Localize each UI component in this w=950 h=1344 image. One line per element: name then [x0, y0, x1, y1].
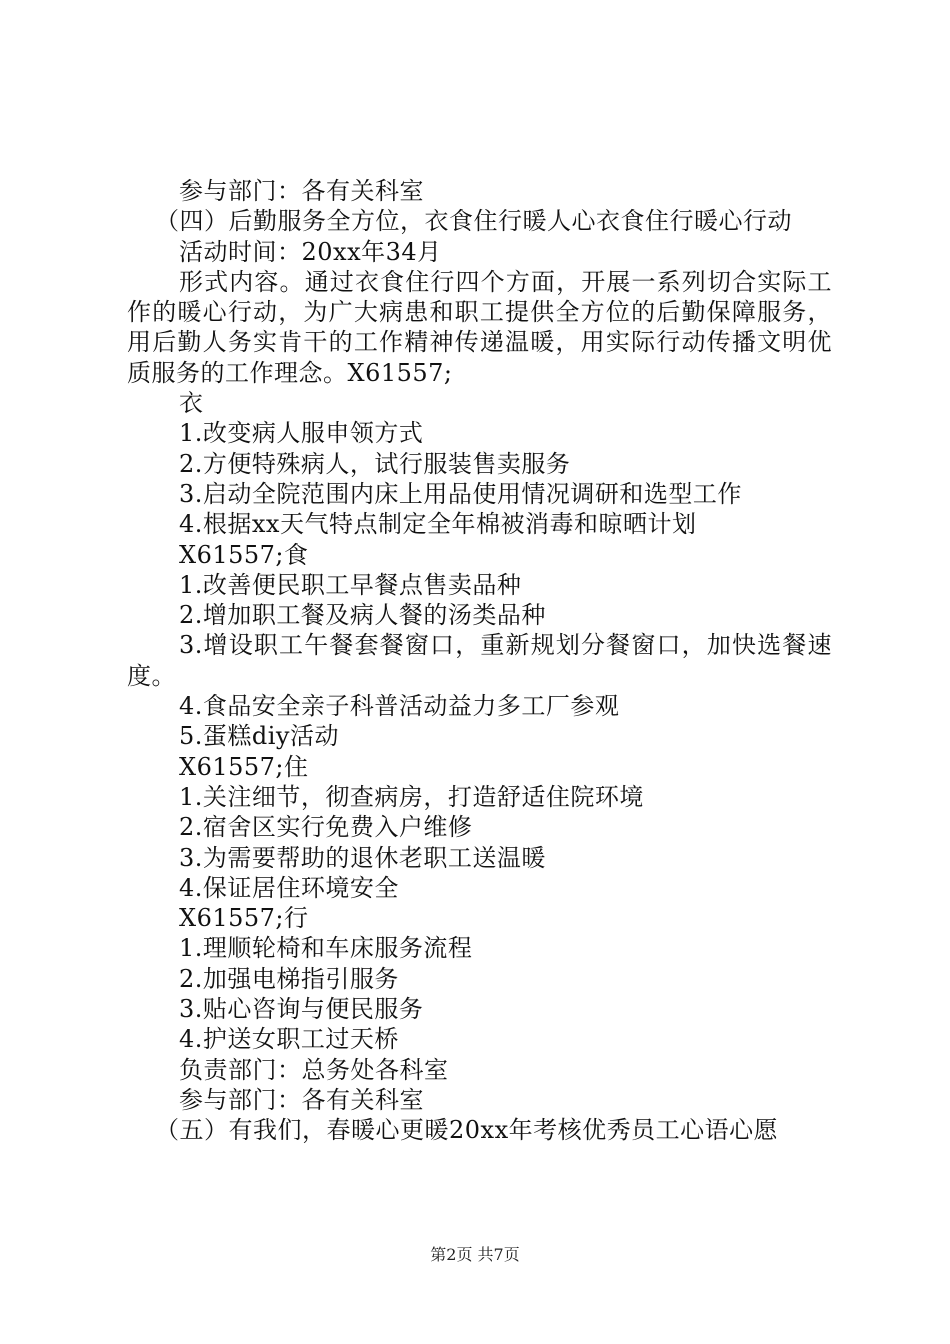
list-item: 2.加强电梯指引服务 — [179, 964, 399, 993]
list-item: 4.护送女职工过天桥 — [179, 1025, 399, 1054]
list-item: 2.增加职工餐及病人餐的汤类品种 — [179, 601, 546, 630]
list-item: 2.宿舍区实行免费入户维修 — [179, 813, 473, 842]
list-item: 1.改善便民职工早餐点售卖品种 — [179, 570, 522, 599]
list-item: 3.贴心咨询与便民服务 — [179, 995, 424, 1024]
paragraph-responsible-dept: 负责部门：总务处各科室 — [179, 1055, 449, 1084]
list-item: 1.关注细节，彻查病房，打造舒适住院环境 — [179, 782, 644, 811]
list-item: 1.理顺轮椅和车床服务流程 — [179, 934, 473, 963]
list-item: 1.改变病人服申领方式 — [179, 419, 424, 448]
paragraph-participating-dept: 参与部门：各有关科室 — [179, 177, 424, 205]
subheading-food: X61557;食 — [179, 540, 309, 569]
list-item: 3.启动全院范围内床上用品使用情况调研和选型工作 — [179, 479, 742, 508]
list-item: 4.保证居住环境安全 — [179, 873, 399, 902]
document-body — [127, 176, 832, 1146]
paragraph-participating-dept-2: 参与部门：各有关科室 — [179, 1085, 424, 1114]
subheading-clothing: 衣 — [179, 389, 204, 418]
list-item: 2.方便特殊病人，试行服装售卖服务 — [179, 449, 571, 478]
paragraph-activity-time: 活动时间：20xx年34月 — [179, 237, 442, 266]
section-four-heading: （四）后勤服务全方位，衣食住行暖人心衣食住行暖心行动 — [155, 207, 792, 236]
list-item: 4.根据xx天气特点制定全年棉被消毒和晾晒计划 — [179, 510, 697, 539]
paragraph-form-content: 形式内容。通过衣食住行四个方面，开展一系列切合实际工作的暖心行动，为广大病患和职工提供全方位的后勤保障服务，用后勤人务实肯干的工作精神传递温暖，用实际行动传播文明优质服务的工作理念。X61557; — [127, 267, 832, 387]
subheading-transport: X61557;行 — [179, 904, 309, 933]
list-item: 4.食品安全亲子科普活动益力多工厂参观 — [179, 692, 620, 721]
subheading-housing: X61557;住 — [179, 752, 309, 781]
section-five-heading: （五）有我们，春暖心更暖20xx年考核优秀员工心语心愿 — [155, 1116, 779, 1145]
list-item: 3.为需要帮助的退休老职工送温暖 — [179, 843, 546, 872]
page-footer: 第2页 共7页 — [430, 1245, 520, 1264]
list-item: 5.蛋糕diy活动 — [179, 722, 339, 751]
list-item: 3.增设职工午餐套餐窗口，重新规划分餐窗口，加快选餐速度。 — [127, 631, 832, 690]
